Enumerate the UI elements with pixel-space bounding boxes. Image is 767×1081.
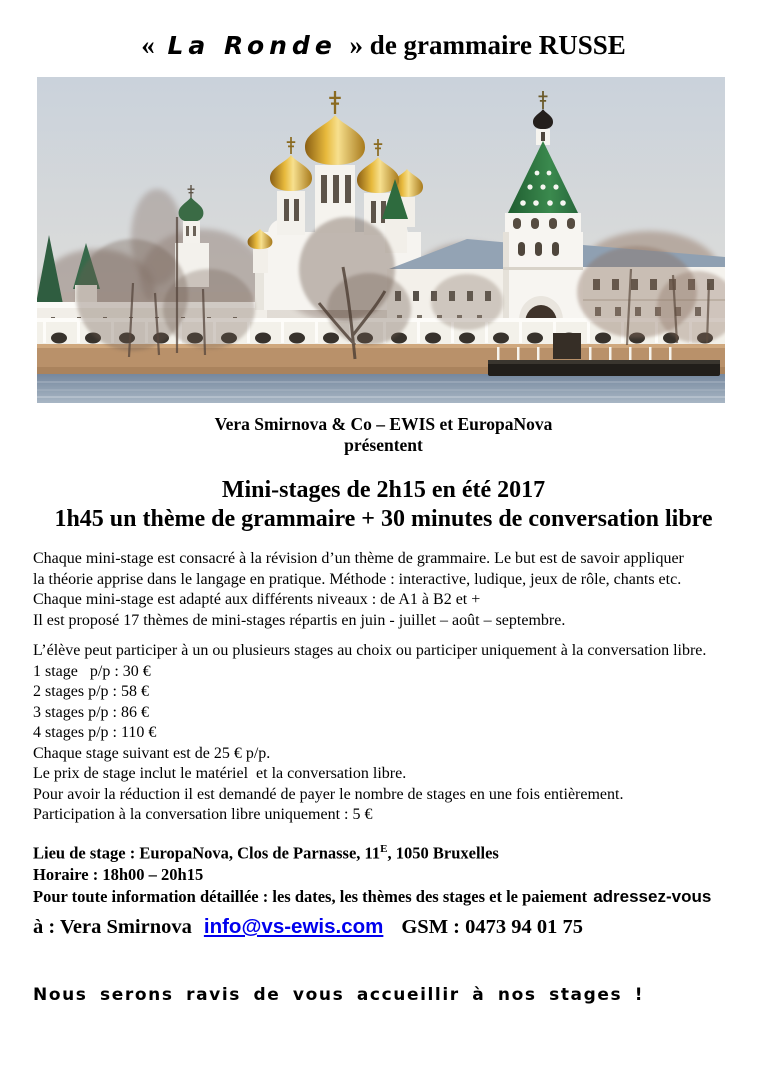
headline-block [0, 476, 767, 534]
intro-line: Chaque mini-stage est consacré à la révision d’un thème de grammaire. Le but est de savoir appliquer [33, 550, 684, 567]
title-open-quote: « [141, 30, 162, 60]
location-superscript: E [380, 842, 388, 855]
monastery-photo [37, 77, 725, 403]
paragraph-gap [33, 631, 739, 641]
details-block [33, 838, 767, 909]
pricing-line: 3 stages p/p : 86 € [33, 703, 149, 721]
pricing-line: Le prix de stage inclut le matériel et la conversation libre. [33, 765, 407, 782]
headline-line2: 1h45 un thème de grammaire + 30 minutes de conversation libre [54, 506, 713, 532]
location-tail: , 1050 Bruxelles [387, 843, 499, 862]
location-line [33, 838, 767, 865]
headline-line1: Mini-stages de 2h15 en été 2017 [221, 477, 546, 503]
body-text [33, 549, 739, 826]
closing-line: Nous serons ravis de vous accueillir à nos stages ! [33, 985, 645, 1005]
gsm-number: GSM : 0473 94 01 75 [401, 916, 584, 938]
pricing-line: 2 stages p/p : 58 € [33, 683, 149, 700]
presenter-line1: Vera Smirnova & Co – EWIS et EuropaNova [214, 414, 553, 434]
river-water [37, 374, 725, 403]
email-link[interactable]: info@vs-ewis.com [203, 915, 384, 938]
pricing-line: Chaque stage suivant est de 25 € p/p. [33, 744, 271, 762]
pricing-line: Participation à la conversation libre uniquement : 5 € [33, 806, 373, 823]
title-rest: de grammaire RUSSE [363, 30, 626, 60]
contact-prefix: à : Vera Smirnova [33, 916, 192, 938]
presenter-block [0, 414, 767, 456]
pricing-line: Pour avoir la réduction il est demandé de payer le nombre de stages en une fois entièrement. [33, 785, 624, 803]
schedule-line: Horaire : 18h00 – 20h15 [33, 865, 204, 884]
location-text: Lieu de stage : EuropaNova, Clos de Parnasse, 11 [33, 843, 381, 862]
presenter-line2: présentent [344, 435, 423, 455]
intro-line: la théorie apprise dans le langage en pratique. Méthode : interactive, ludique, jeux de rôle, chants etc. [33, 570, 682, 588]
pricing-line: 1 stage p/p : 30 € [33, 662, 151, 680]
pricing-line: L’élève peut participer à un ou plusieurs stages au choix ou participer uniquement à la conversation libre. [33, 642, 707, 659]
intro-line: Il est proposé 17 thèmes de mini-stages répartis en juin - juillet – août – septembre. [33, 611, 566, 629]
title-close-quote: » [342, 30, 364, 60]
contact-line [33, 915, 767, 939]
info-tail: adressez-vous [593, 887, 712, 906]
title-script-text: La Ronde [167, 31, 337, 60]
monastery-photo-illustration [37, 77, 725, 403]
info-text: Pour toute information détaillée : les dates, les thèmes des stages et le paiement [33, 887, 588, 906]
intro-line: Chaque mini-stage est adapté aux différents niveaux : de A1 à B2 et + [33, 591, 481, 608]
info-line [33, 886, 767, 908]
pricing-line: 4 stages p/p : 110 € [33, 724, 157, 741]
page-title [0, 30, 767, 61]
